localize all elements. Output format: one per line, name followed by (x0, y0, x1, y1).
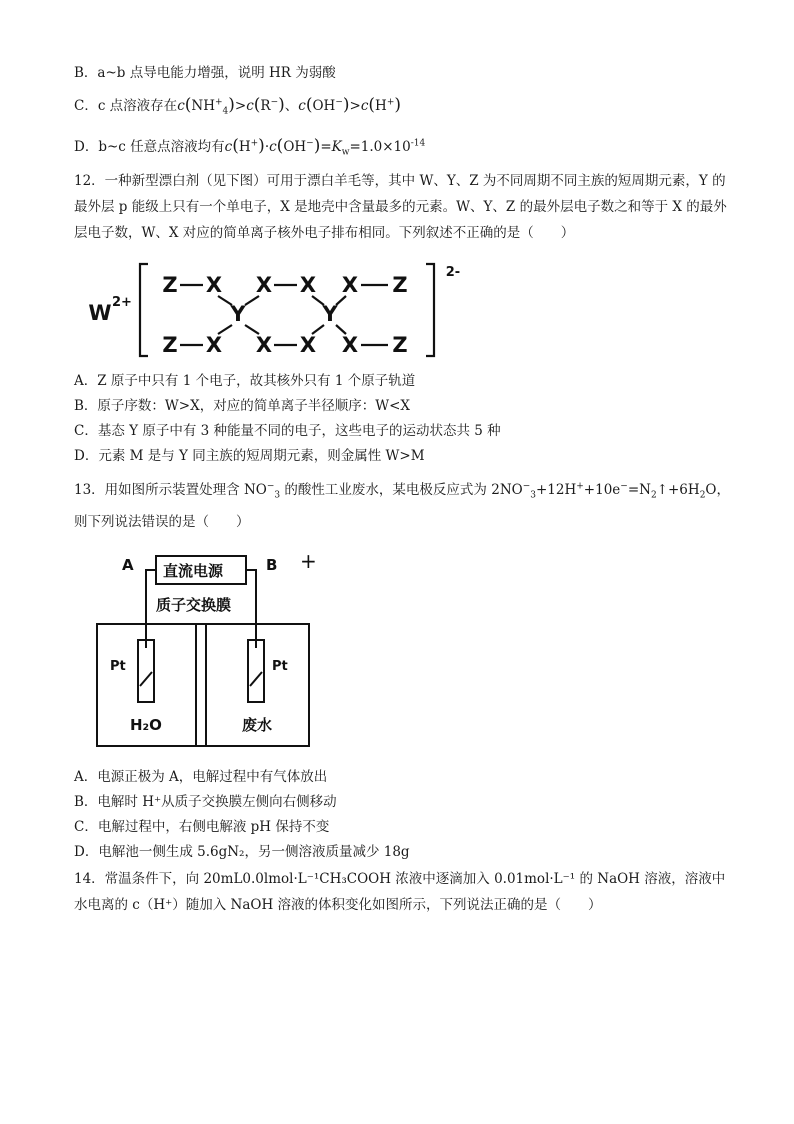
q12-option-c: C．基态 Y 原子中有 3 种能量不同的电子，这些电子的运动状态共 5 种 (74, 423, 501, 439)
plus-sign: + (300, 549, 317, 573)
structure-svg (78, 258, 478, 362)
power-label: 直流电源 (163, 562, 224, 580)
atom-y-right: Y (322, 302, 338, 326)
terminal-a: A (122, 556, 134, 574)
atom-x-2: X (255, 273, 273, 297)
q13-option-d: D．电解池一侧生成 5.6gN₂，另一侧溶液质量减少 18g (74, 844, 410, 860)
electrolytic-tank (97, 624, 309, 746)
pt-electrode-left (138, 640, 154, 702)
q13-option-b: B．电解时 H⁺从质子交换膜左侧向右侧移动 (74, 794, 337, 810)
q13-stem-prefix: 13．用如图所示装置处理含 NO (74, 482, 267, 498)
atom-z-top-right: Z (392, 273, 408, 297)
right-bracket (426, 264, 434, 356)
left-solution-label: H₂O (130, 716, 162, 734)
q12-stem: 12．一种新型漂白剂（见下图）可用于漂白羊毛等，其中 W、Y、Z 为不同周期不同主族的短周期元素，Y 的最外层 p 能级上只有一个单电子，X 是地壳中含量最多的元素。W、Y、Z 的最外层电子数之和等于 X 的最外层电子数，W、X 对应的简单离子核外电子排布相同。下列叙述不正确的是（ ） (74, 173, 727, 241)
cation-symbol: W (88, 301, 112, 325)
q12-option-a: A．Z 原子中只有 1 个电子，故其核外只有 1 个原子轨道 (74, 373, 416, 389)
q11-option-c-prefix: C．c 点溶液存在 (74, 98, 178, 114)
pt-right-label: Pt (272, 659, 288, 674)
kw-exponent: -14 (410, 138, 426, 149)
atom-x-5: X (205, 333, 223, 357)
q12-structure-figure (78, 258, 478, 366)
atom-x-4: X (341, 273, 359, 297)
q14-stem: 14．常温条件下，向 20mL0.0lmol·L⁻¹CH₃COOH 浓液中逐滴加入 0.01mol·L⁻¹ 的 NaOH 溶液，溶液中水电离的 c（H⁺）随加入 NaOH 溶液的体积变化如图所示，下列说法正确的是（ ） (74, 871, 726, 913)
pt-left-label: Pt (110, 659, 126, 674)
q13-option-c: C．电解过程中，右侧电解液 pH 保持不变 (74, 819, 330, 835)
membrane-label: 质子交换膜 (156, 596, 232, 614)
wire-right (246, 570, 256, 648)
q11-option-b: B．a~b 点导电能力增强，说明 HR 为弱酸 (74, 65, 336, 81)
q11-option-c: C．c 点溶液存在$c(NH^+_4)>c(R^-)$、c(OH−)>c(H+) (74, 95, 401, 117)
left-bracket (140, 264, 148, 356)
anion-charge: 2- (445, 265, 461, 280)
atom-x-6: X (255, 333, 273, 357)
q11-option-d: D．b~c 任意点溶液均有$c(H^+)\cdot c(OH^-)=K_w=1.0\times 10^{-14}$ (74, 136, 426, 158)
atom-z-top-left: Z (162, 273, 178, 297)
atom-x-7: X (299, 333, 317, 357)
structure-bonds (140, 264, 434, 356)
q13-stem-line1: 13．用如图所示装置处理含 $NO^-_3$ 的酸性工业废水，某电极反应式为 $2NO^-_3+12H^++10e^-=N_2↑+6H_2O$， (74, 481, 730, 501)
q11-option-d-prefix: D．b~c 任意点溶液均有 (74, 139, 225, 155)
atom-z-bottom-right: Z (392, 333, 408, 357)
pt-electrode-right (248, 640, 264, 702)
kw-value: 1.0×10 (360, 139, 411, 155)
atom-y-left: Y (230, 302, 246, 326)
atom-x-8: X (341, 333, 359, 357)
q12-option-b: B．原子序数：W>X，对应的简单离子半径顺序：W<X (74, 398, 411, 414)
terminal-b: B (266, 556, 278, 574)
right-solution-label: 废水 (242, 716, 273, 734)
q12-option-d: D．元素 M 是与 Y 同主族的短周期元素，则金属性 W>M (74, 448, 425, 464)
electrolysis-svg (94, 548, 334, 752)
atom-x-3: X (299, 273, 317, 297)
q13-stem-mid: 的酸性工业废水，某电极反应式为 (280, 482, 487, 498)
q13-option-a: A．电源正极为 A，电解过程中有气体放出 (74, 769, 328, 785)
atom-z-bottom-left: Z (162, 333, 178, 357)
q13-electrolysis-figure (94, 548, 334, 756)
atom-x-1: X (205, 273, 223, 297)
q13-stem-line2: 则下列说法错误的是（ ） (74, 514, 250, 530)
cation-charge: 2+ (112, 295, 132, 310)
wire-left (146, 570, 156, 648)
